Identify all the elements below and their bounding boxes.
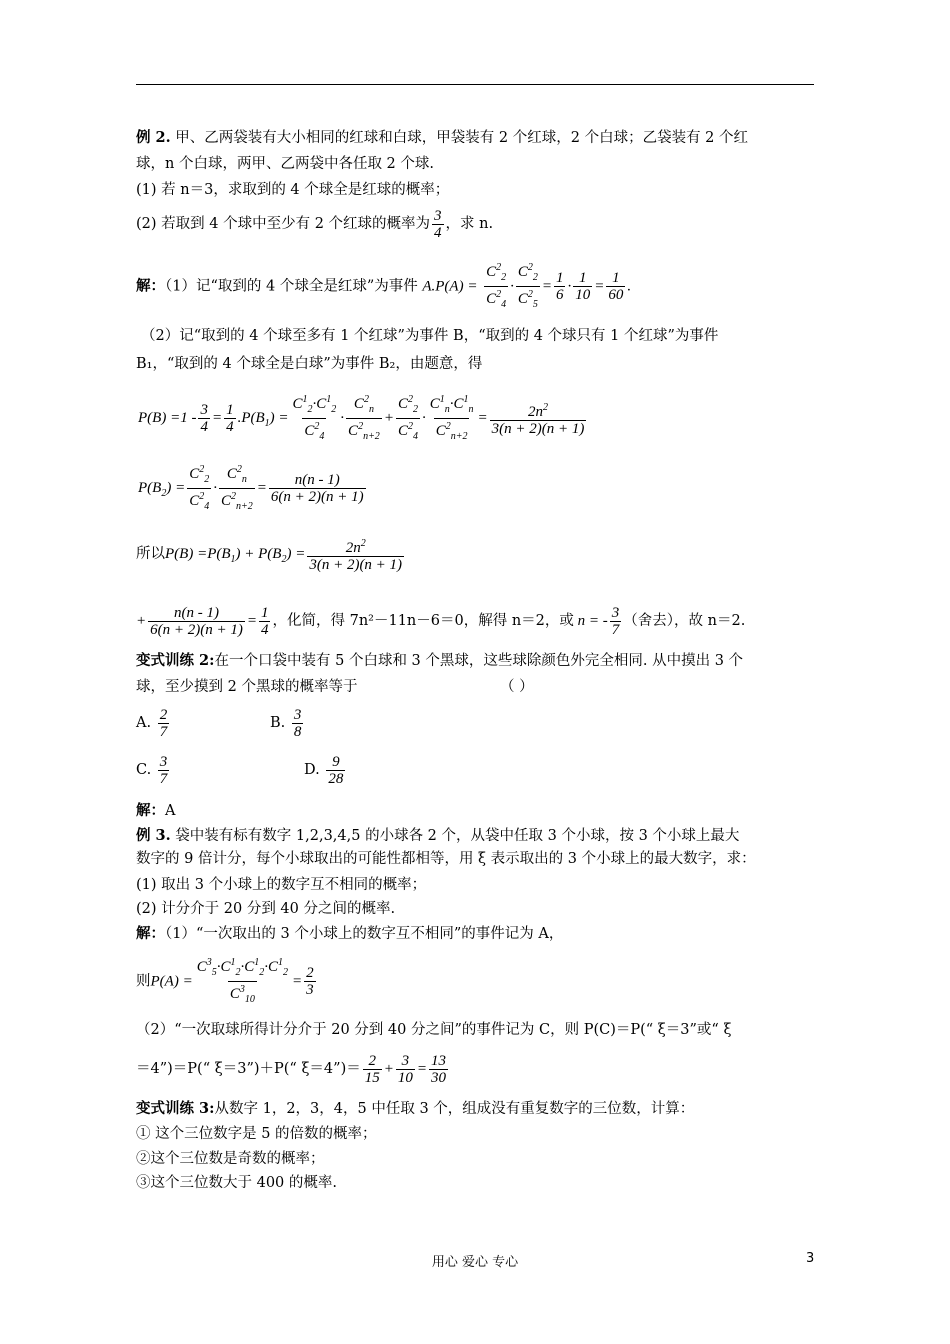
variant-3-line-1: 变式训练 3:从数字 1，2，3，4，5 中任取 3 个，组成没有重复数字的三位数，计算： <box>136 1100 695 1117</box>
option-c: C. $\frac{3}{7}$ <box>136 753 168 787</box>
formula-frac-c22-c52: $\frac{C^2_2}{C^2_5}$ <box>516 260 540 313</box>
solution-2-line-2: B₁，“取到的 4 个球全是白球”为事件 B₂，由题意，得 <box>136 356 483 372</box>
variant-3-title: 变式训练 3: <box>136 1100 215 1117</box>
option-b: B. $\frac{3}{8}$ <box>270 706 302 740</box>
formula-sum-continued: + $\frac{n(n - 1)}{6(n + 2)(n + 1)}$ = $\frac{1}{4}$ ，化简，得 7n²－11n－6＝0，解得 n＝2，或 n = - $\frac{3}{7}$ （舍去），故 n＝2. <box>136 604 746 638</box>
example-2-question-1: (1) 若 n＝3，求取到的 4 个球全是红球的概率； <box>136 182 450 198</box>
option-a: A. $\frac{2}{7}$ <box>136 706 168 740</box>
example-2-title: 例 2. <box>136 129 171 146</box>
example-3-title: 例 3. <box>136 827 171 844</box>
variant-3-item-3: ③这个三位数大于 400 的概率. <box>136 1175 338 1191</box>
example-2-question-2: (2) 若取到 4 个球中至少有 2 个红球的概率为 $\frac{3}{4}$ ，求 n. <box>136 207 494 241</box>
example-3-solution-2-line-1: （2）“一次取球所得计分介于 20 分到 40 分之间”的事件记为 C，则 P(C)＝P(“ ξ＝3”或“ ξ <box>136 1022 732 1038</box>
example-3-question-1: (1) 取出 3 个小球上的数字互不相同的概率； <box>136 877 427 893</box>
variant-2-line-2: 球，至少摸到 2 个黑球的概率等于 <box>136 679 358 695</box>
variant-3-item-2: ②这个三位数是奇数的概率； <box>136 1151 325 1167</box>
example-2-text-1: 甲、乙两袋装有大小相同的红球和白球，甲袋装有 2 个红球，2 个白球；乙袋装有 2 个红 <box>175 130 749 146</box>
example-3-solution-1: 解：（1）“一次取出的 3 个小球上的数字互不相同”的事件记为 A， <box>136 925 564 942</box>
formula-pa-ex3: 则P(A) = $\frac{C^3_5\cdot C^1_2\cdot C^1_2\cdot C^1_2}{C^3_{10}}$ = $\frac{2}{3}$ <box>136 955 318 1008</box>
formula-sum-line: 所以$P(B) =P(B_1) + P(B_2)$ = $\frac{2n^2}{3(n + 2)(n + 1)}$ <box>136 537 403 573</box>
variant-3-item-1: ① 这个三位数字是 5 的倍数的概率； <box>136 1126 377 1142</box>
answer-parentheses: （ ） <box>500 679 534 695</box>
example-2-line-2: 球，n 个白球，两甲、乙两袋中各任取 2 个球. <box>136 156 434 172</box>
solution-1-line: 解：（1）记“取到的 4 个球全是红球”为事件 A.P(A) = $\frac{C^2_2}{C^2_4}$ · $\frac{C^2_2}{C^2_5}$ = $\frac{1}{6}$ · $\frac{1}{10}$ = $\frac{1}{60}$ . <box>136 260 631 313</box>
variant-2-line-1: 变式训练 2:在一个口袋中装有 5 个白球和 3 个黑球，这些球除颜色外完全相同. 从中摸出 3 个 <box>136 652 744 669</box>
variant-2-answer: 解：A <box>136 802 176 819</box>
footer-text: 用心 爱心 专心 <box>431 1255 519 1270</box>
formula-pb: P(B) =1 - $\frac{3}{4}$ = $\frac{1}{4}$ $.P(B_1)$ = $\frac{C^1_2\cdot C^1_2}{C^2_4}$ · $\frac{C^2_n}{C^2_{n+2}}$ + $\frac{C^2_2}{C^2_4}$ · $\frac{C^1_n\cdot C^1_n}{C^2_{n+2}}$ = $\frac{2n^2}{3(n + 2)(n + 1)}$ <box>138 392 588 445</box>
formula-pb2: $P(B_2)$ = $\frac{C^2_2}{C^2_4}$ · $\frac{C^2_n}{C^2_{n+2}}$ = $\frac{n(n - 1)}{6(n + 2)(n + 1)}$ <box>138 462 368 515</box>
variant-2-title: 变式训练 2: <box>136 652 215 669</box>
example-3-line-1: 例 3. 袋中装有标有数字 1,2,3,4,5 的小球各 2 个，从袋中任取 3 个小球，按 3 个小球上最大 <box>136 827 740 844</box>
page-number: 3 <box>806 1251 815 1266</box>
header-rule <box>136 84 814 85</box>
option-d: D. $\frac{9}{28}$ <box>304 753 344 787</box>
fraction-3-4: $\frac{3}{4}$ <box>434 207 442 241</box>
formula-result-1-60: $\frac{1}{60}$ <box>608 270 624 303</box>
example-3-line-2: 数字的 9 倍计分，每个小球取出的可能性都相等，用 ξ 表示取出的 3 个小球上的最大数字，求： <box>136 851 756 867</box>
example-3-solution-2-line-2: ＝4”)＝P(“ ξ＝3”)＋P(“ ξ＝4”)＝ $\frac{2}{15}$ + $\frac{3}{10}$ = $\frac{13}{30}$ <box>136 1052 446 1086</box>
example-3-question-2: (2) 计分介于 20 分到 40 分之间的概率. <box>136 901 396 917</box>
formula-frac-c22-c42: $\frac{C^2_2}{C^2_4}$ <box>484 260 508 313</box>
solution-2-line-1: （2）记“取到的 4 个球至多有 1 个红球”为事件 B，“取到的 4 个球只有 1 个红球”为事件 <box>141 328 719 344</box>
formula-pa-lead: A.P(A) = <box>422 278 478 295</box>
example-2-line-1 <box>136 129 748 147</box>
